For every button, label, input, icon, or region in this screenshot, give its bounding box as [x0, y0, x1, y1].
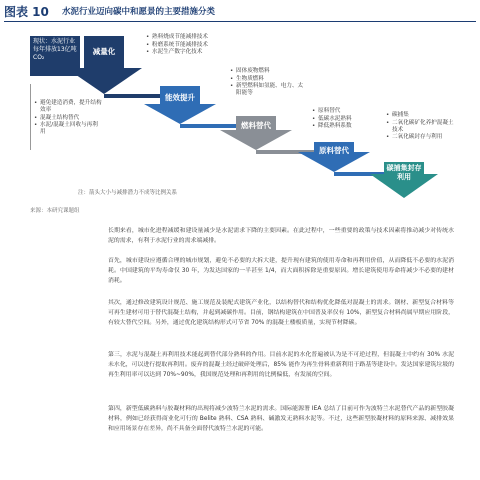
- list-item: • 水泥/混凝土回收与再利用: [34, 122, 102, 136]
- list-item: • 低碳水泥熟料: [312, 116, 382, 123]
- list-item: • 新型燃料如氢能、电力、太阳能等: [230, 83, 304, 97]
- list-item: • 二氧化碳封存与利用: [386, 134, 458, 141]
- list-item: • 二氧化碳矿化养护混凝土技术: [386, 120, 458, 134]
- list-item: • 水泥生产数字化技术: [146, 49, 222, 56]
- list-item: • 生物质燃料: [230, 76, 304, 83]
- fuel-label: 燃料替代: [241, 121, 271, 130]
- figure-note: 注：箭头大小与减排潜力不成等比例关系: [78, 190, 178, 196]
- ccs-label: 碳捕集封存利用: [386, 164, 422, 181]
- ccs-measures: [386, 112, 458, 142]
- figure-number: 图表 10: [4, 5, 49, 19]
- list-item: • 粉磨系统节能减排技术: [146, 42, 222, 49]
- raw-label: 原料替代: [319, 146, 349, 155]
- raw-measures: [312, 108, 382, 131]
- figure-header: [0, 0, 480, 22]
- list-item: • 避免建造消费，提升结构效率: [34, 100, 102, 114]
- efficiency-measures: [146, 34, 222, 57]
- list-item: • 降低熟料系数: [312, 123, 382, 130]
- figure-title: 水泥行业迈向碳中和愿景的主要措施分类: [62, 7, 216, 17]
- measures-diagram: [0, 24, 480, 200]
- efficiency-label: 能效提升: [165, 93, 195, 102]
- reduce-measures: [34, 100, 102, 137]
- fuel-measures: [230, 68, 304, 98]
- list-item: • 碳捕集: [386, 112, 458, 119]
- figure-source: 来源：本研究课题组: [30, 208, 80, 214]
- paragraph-4: 第三，水泥与混凝土再利用技术能起到替代部分熟料的作用。目前水泥的水化普遍被认为是不可逆过程，但混凝土中约有 30% 水泥未水化，可以进行提取再利用。废弃的混凝土经过破碎处理后，85% 能作为再生骨料重新利用于路基等建设中。发达国家建筑垃圾的再生利用率可以达到 70%~90%，我国规范处理和再利用的比例偏低，有发展的空间。: [108, 352, 454, 379]
- list-item: • 混凝土结构替代: [34, 115, 102, 122]
- left-rule: [30, 84, 31, 150]
- reduce-label: 减量化: [92, 47, 116, 56]
- figure-rule: [4, 21, 476, 22]
- paragraph-1: 长期来看，城市化进程减缓和建设量减少是水泥需求下降的主要因素。在此过程中，一些重要的政策与技术因素将推动减少对传统水泥的需求，有利于水泥行业的需求端减排。: [108, 228, 454, 245]
- paragraph-3: 其次，通过修改建筑设计规范、施工规范及装配式建筑产业化，以结构替代和结构优化降低对混凝土的需求。钢材、新型复合材料等可再生建材可用于替代混凝土结构，并起到减碳作用。目前，钢结构建筑在中国普及率仅有 10%，新型复合材料尚属早期应用阶段，有较大替代空间。另外，通过优化建筑结构形式可节省 70% 的混凝土楼板质量，实现节材降碳。: [108, 300, 454, 327]
- list-item: • 熟料烧成节能减排技术: [146, 34, 222, 41]
- list-item: • 原料替代: [312, 108, 382, 115]
- list-item: • 固体废物燃料: [230, 68, 304, 75]
- paragraph-2: 首先，城市建设应遵循合理的城市规划，避免不必要的大拆大建，提升现有建筑的使用寿命和再利用价值，从而降低不必要的水泥消耗。中国建筑的平均寿命仅 30 年，为发达国家的一半甚至 1/4，而大面积拆除是重要原因。增长建筑使用寿命将减少不必要的建材消耗。: [108, 258, 454, 285]
- status-box: 现状：水泥行业每年排放13亿吨CO₂: [30, 36, 80, 76]
- paragraph-5: 第四，新型低碳熟料与胶凝材料的出现将减少波特兰水泥的需求。国际能源署 IEA 总结了目前可作为波特兰水泥替代产品的新型胶凝材料，例如已经获得商业化可行的 Belite 熟料、CSA 熟料、碱激发无熟料水泥等。不过，这些新型胶凝材料的原料来源、减排效果和应用场景存在差异，尚不具备全面替代波特兰水泥的可能。: [108, 406, 454, 433]
